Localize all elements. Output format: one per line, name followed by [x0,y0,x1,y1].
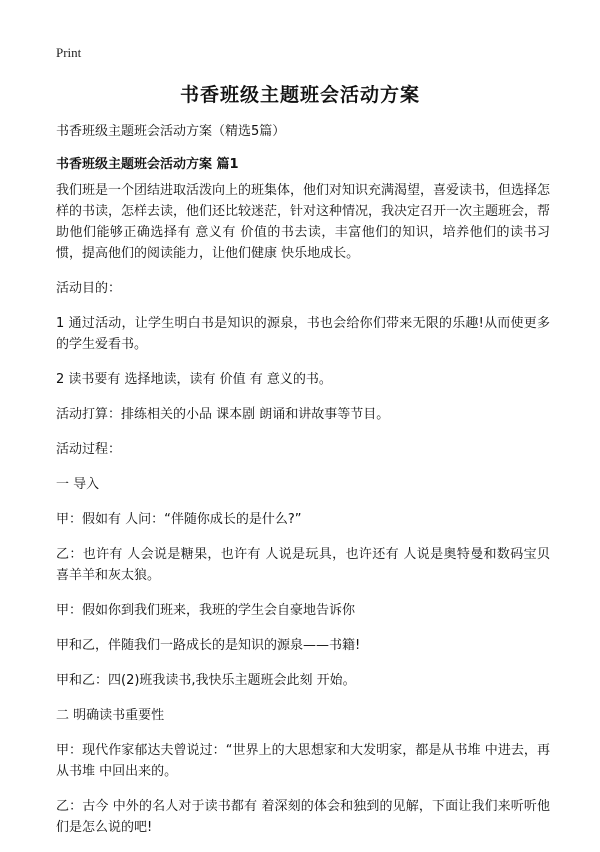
step-1-heading: 一 导入 [56,477,100,492]
goal-item-1: 1 通过活动，让学生明白书是知识的源泉，书也会给你们带来无限的乐趣!从而使更多的学生爱看书。 [56,316,550,352]
section-heading: 书香班级主题班会活动方案 篇1 [56,157,239,172]
goal-item-2: 2 读书要有 选择地读，读有 价值 有 意义的书。 [56,372,332,387]
dialogue-line: 乙：古今 中外的名人对于读书都有 着深刻的体会和独到的见解，下面让我们来听听他们是怎么说的吧! [56,799,550,835]
print-label: Print [56,45,82,60]
document-subtitle: 书香班级主题班会活动方案（精选5篇） [56,124,286,139]
dialogue-line: 甲：现代作家郁达夫曾说过：“世界上的大思想家和大发明家，都是从书堆 中进去，再从书堆 中回出来的。 [56,743,550,779]
page-title: 书香班级主题班会活动方案 [179,84,420,106]
dialogue-line: 甲：假如有 人问：“伴随你成长的是什么?” [56,512,302,527]
process-heading: 活动过程： [56,442,122,457]
plan-paragraph: 活动打算：排练相关的小品 课本剧 朗诵和讲故事等节目。 [56,407,390,422]
dialogue-line: 甲和乙：四(2)班我读书,我快乐主题班会此刻 开始。 [56,673,356,688]
document-body [56,180,550,852]
dialogue-line: 甲：假如你到我们班来，我班的学生会自豪地告诉你 [56,603,356,618]
dialogue-line: 乙：也许有 人会说是糖果，也许有 人说是玩具，也许还有 人说是奥特曼和数码宝贝 喜羊羊和灰太狼。 [56,547,550,583]
dialogue-line: 甲和乙，伴随我们一路成长的是知识的源泉——书籍! [56,638,361,653]
intro-paragraph: 我们班是一个团结进取活泼向上的班集体，他们对知识充满渴望，喜爱读书，但选择怎样的书读，怎样去读，他们还比较迷茫，针对这种情况，我决定召开一次主题班会，帮助他们能够正确选择有 意义有 价值的书去读，丰富他们的知识，培养他们的读书习惯，提高他们的阅读能力，让他们健康 快乐地成长。 [56,183,551,261]
goal-heading: 活动目的： [56,281,122,296]
step-2-heading: 二 明确读书重要性 [56,708,165,723]
